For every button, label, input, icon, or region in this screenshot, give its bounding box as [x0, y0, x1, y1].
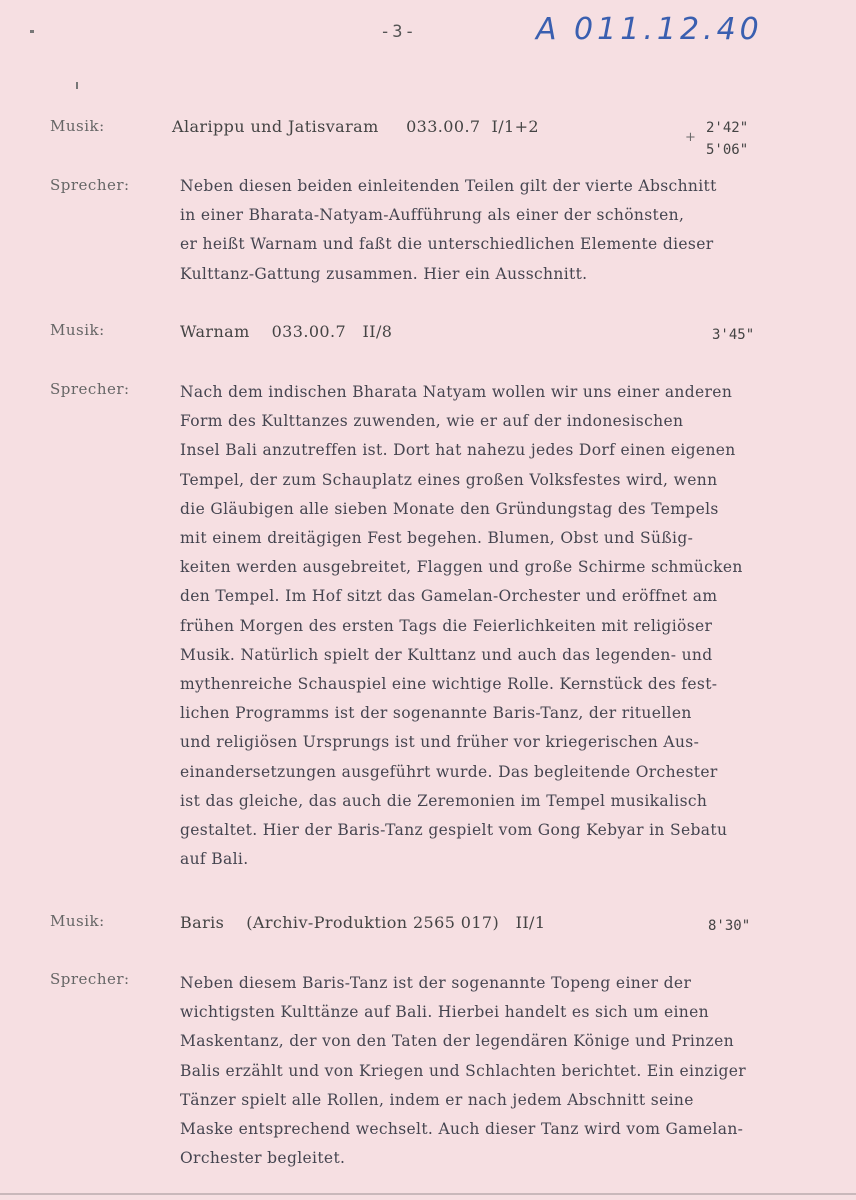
text-line: Form des Kulttanzes zuwenden, wie er auf der indonesischen: [180, 412, 684, 431]
text-line: den Tempel. Im Hof sitzt das Gamelan-Orchester und eröffnet am: [180, 587, 718, 606]
paper-mark: [76, 82, 78, 89]
text-line: einandersetzungen ausgeführt wurde. Das begleitende Orchester: [180, 762, 718, 781]
text-line: Neben diesen beiden einleitenden Teilen gilt der vierte Abschnitt: [180, 177, 717, 195]
music-durations: [708, 915, 750, 937]
speaker-label: Sprecher:: [50, 970, 130, 988]
text-line: Tempel, der zum Schauplatz eines großen Volksfestes wird, wenn: [180, 470, 718, 489]
handwritten-archive-number: A 011.12.40: [536, 12, 763, 47]
text-line: in einer Bharata-Natyam-Aufführung als einer der schönsten,: [180, 206, 685, 225]
speaker-text: [180, 969, 780, 1173]
music-title: Baris (Archiv-Produktion 2565 017) II/1: [180, 913, 546, 932]
plus-sign: +: [685, 130, 696, 145]
music-durations: [706, 117, 748, 161]
duration: 8'30": [708, 918, 751, 934]
music-durations: [712, 324, 754, 346]
text-line: er heißt Warnam und faßt die unterschiedlichen Elemente dieser: [180, 235, 714, 254]
music-label: Musik:: [50, 117, 105, 135]
text-line: auf Bali.: [180, 850, 249, 869]
text-line: ist das gleiche, das auch die Zeremonien im Tempel musikalisch: [180, 791, 708, 810]
text-line: Neben diesem Baris-Tanz ist der sogenannte Topeng einer der: [180, 974, 692, 992]
music-title: Warnam 033.00.7 II/8: [180, 322, 393, 341]
text-line: Orchester begleitet.: [180, 1149, 346, 1168]
text-line: Nach dem indischen Bharata Natyam wollen wir uns einer anderen: [180, 383, 733, 401]
text-line: Kulttanz-Gattung zusammen. Hier ein Ausschnitt.: [180, 264, 588, 283]
text-line: Tänzer spielt alle Rollen, indem er nach jedem Abschnitt seine: [180, 1090, 694, 1109]
paper-mark: [30, 30, 34, 33]
music-title: Alarippu und Jatisvaram 033.00.7 I/1+2: [172, 117, 539, 136]
text-line: Musik. Natürlich spielt der Kulttanz und auch das legenden- und: [180, 645, 713, 664]
text-line: Maskentanz, der von den Taten der legendären Könige und Prinzen: [180, 1032, 734, 1051]
text-line: keiten werden ausgebreitet, Flaggen und große Schirme schmücken: [180, 558, 743, 577]
text-line: und religiösen Ursprungs ist und früher vor kriegerischen Aus-: [180, 733, 700, 752]
speaker-text: [180, 172, 780, 289]
page-edge: [0, 1193, 856, 1195]
text-line: die Gläubigen alle sieben Monate den Gründungstag des Tempels: [180, 499, 719, 518]
text-line: mythenreiche Schauspiel eine wichtige Rolle. Kernstück des fest-: [180, 675, 718, 694]
music-label: Musik:: [50, 321, 105, 339]
text-line: lichen Programms ist der sogenannte Baris-Tanz, der rituellen: [180, 704, 692, 723]
duration: 2'42": [706, 120, 749, 136]
text-line: frühen Morgen des ersten Tags die Feierlichkeiten mit religiöser: [180, 616, 713, 635]
duration: 3'45": [712, 327, 755, 343]
text-line: wichtigsten Kulttänze auf Bali. Hierbei handelt es sich um einen: [180, 1003, 709, 1022]
page-number: -3-: [380, 22, 417, 42]
duration: 5'06": [706, 142, 749, 158]
speaker-label: Sprecher:: [50, 176, 130, 194]
text-line: gestaltet. Hier der Baris-Tanz gespielt vom Gong Kebyar in Sebatu: [180, 821, 728, 840]
text-line: Maske entsprechend wechselt. Auch dieser Tanz wird vom Gamelan-: [180, 1120, 744, 1139]
text-line: Insel Bali anzutreffen ist. Dort hat nahezu jedes Dorf einen eigenen: [180, 441, 736, 460]
speaker-label: Sprecher:: [50, 380, 130, 398]
speaker-text: [180, 378, 780, 874]
music-label: Musik:: [50, 912, 105, 930]
text-line: Balis erzählt und von Kriegen und Schlachten berichtet. Ein einziger: [180, 1061, 747, 1080]
text-line: mit einem dreitägigen Fest begehen. Blumen, Obst und Süßig-: [180, 529, 694, 548]
